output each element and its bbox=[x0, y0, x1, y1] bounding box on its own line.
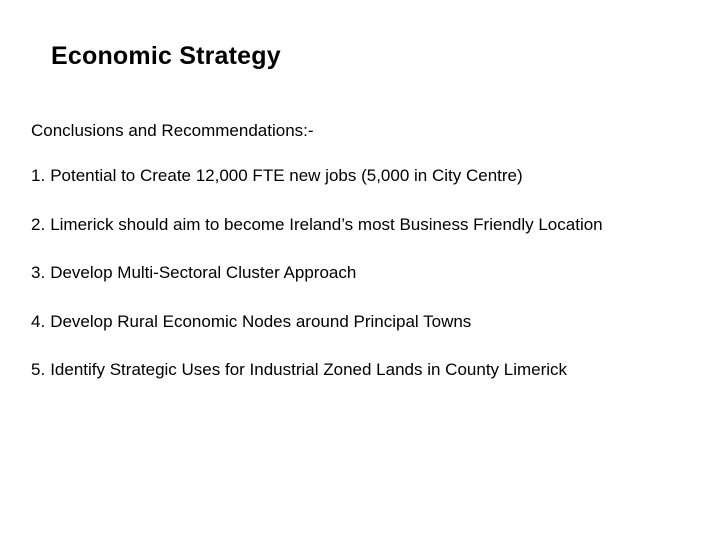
slide-subtitle: Conclusions and Recommendations:- bbox=[31, 121, 314, 140]
list-item-number: 2. bbox=[31, 214, 46, 234]
list-item-text: Develop Rural Economic Nodes around Principal Towns bbox=[50, 311, 472, 331]
slide-title: Economic Strategy bbox=[51, 42, 281, 70]
list-item bbox=[31, 262, 603, 311]
recommendations-list bbox=[31, 165, 603, 408]
list-item-number: 3. bbox=[31, 263, 46, 282]
list-item bbox=[31, 311, 603, 360]
list-item-number: 1. bbox=[31, 166, 46, 185]
list-item-text: Develop Multi-Sectoral Cluster Approach bbox=[50, 263, 357, 282]
list-item-number: 5. bbox=[31, 360, 46, 379]
list-item-number: 4. bbox=[31, 311, 46, 331]
list-item bbox=[31, 359, 603, 408]
list-item-text: Identify Strategic Uses for Industrial Zoned Lands in County Limerick bbox=[50, 360, 568, 379]
list-item-text: Limerick should aim to become Ireland’s most Business Friendly Location bbox=[50, 214, 603, 234]
list-item bbox=[31, 165, 603, 214]
list-item-text: Potential to Create 12,000 FTE new jobs (5,000 in City Centre) bbox=[50, 166, 523, 185]
list-item bbox=[31, 214, 603, 263]
